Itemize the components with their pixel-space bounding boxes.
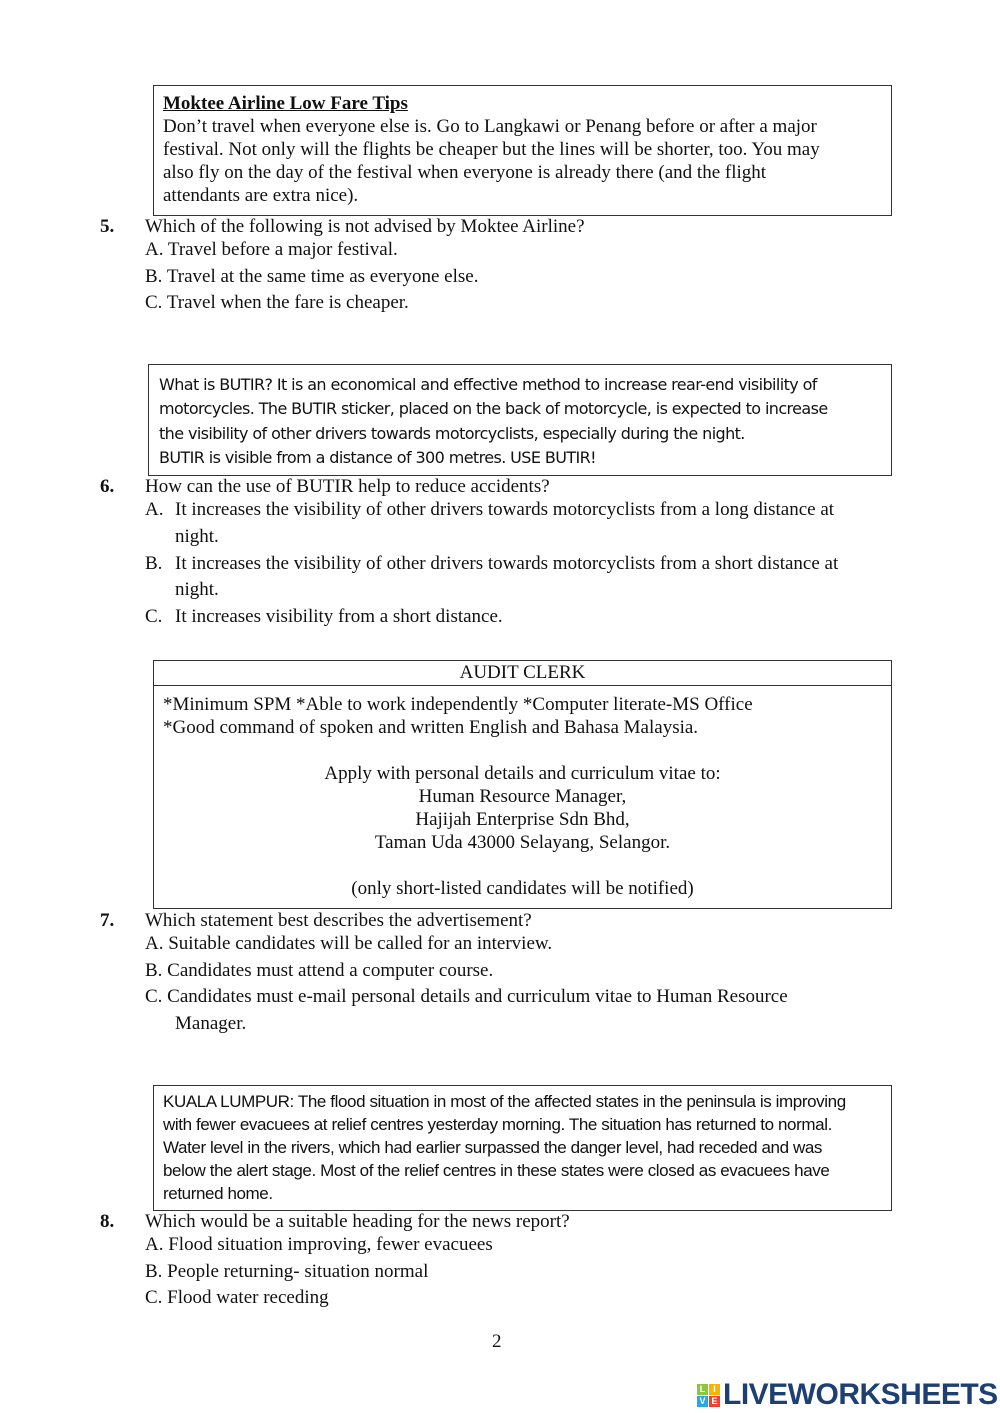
- question-number: 6.: [100, 476, 115, 497]
- answer-option[interactable]: A. Flood situation improving, fewer evacuees: [145, 1234, 493, 1255]
- ad-center-line: Human Resource Manager,: [418, 786, 627, 807]
- logo-text: LIVEWORKSHEETS: [723, 1378, 998, 1411]
- ad-line: *Minimum SPM *Able to work independently *Computer literate-MS Office: [163, 694, 753, 715]
- ad-center-line: Taman Uda 43000 Selayang, Selangor.: [374, 832, 671, 853]
- answer-option[interactable]: It increases the visibility of other drivers towards motorcyclists from a short distance at: [175, 553, 839, 574]
- question-text: Which of the following is not advised by Moktee Airline?: [145, 216, 585, 237]
- page-number: 2: [492, 1331, 502, 1352]
- passage-line: BUTIR is visible from a distance of 300 metres. USE BUTIR!: [159, 448, 596, 467]
- ad-center-line: Hajijah Enterprise Sdn Bhd,: [415, 809, 630, 830]
- passage-line: motorcycles. The BUTIR sticker, placed on the back of motorcycle, is expected to increase: [159, 399, 828, 418]
- answer-option[interactable]: C. Travel when the fare is cheaper.: [145, 292, 409, 313]
- passage-audit-clerk-ad: [153, 660, 892, 909]
- question-number: 8.: [100, 1211, 115, 1232]
- answer-option[interactable]: A. Suitable candidates will be called for an interview.: [145, 933, 553, 954]
- answer-option-letter[interactable]: A.: [145, 499, 164, 520]
- question-text: How can the use of BUTIR help to reduce accidents?: [145, 476, 550, 497]
- ad-center-line: Apply with personal details and curriculum vitae to:: [324, 763, 721, 784]
- question-number: 7.: [100, 910, 115, 931]
- passage-line: What is BUTIR? It is an economical and effective method to increase rear-end visibility of: [159, 375, 817, 394]
- answer-option[interactable]: C. Flood water receding: [145, 1287, 329, 1308]
- passage-line: with fewer evacuees at relief centres yesterday morning. The situation has returned to normal.: [163, 1115, 832, 1134]
- answer-option[interactable]: night.: [175, 526, 219, 547]
- passage-line: festival. Not only will the flights be cheaper but the lines will be shorter, too. You may: [163, 139, 820, 160]
- ad-line: *Good command of spoken and written English and Bahasa Malaysia.: [163, 717, 699, 738]
- ad-note: (only short-listed candidates will be notified): [351, 878, 694, 899]
- liveworksheets-logo: [697, 1378, 998, 1412]
- passage-line: also fly on the day of the festival when everyone is already there (and the flight: [163, 162, 767, 183]
- logo-icon: L I V E: [697, 1384, 720, 1407]
- question-number: 5.: [100, 216, 115, 237]
- answer-option[interactable]: It increases the visibility of other drivers towards motorcyclists from a long distance at: [175, 499, 835, 520]
- passage-title: Moktee Airline Low Fare Tips: [163, 93, 408, 114]
- passage-line: Don’t travel when everyone else is. Go to Langkawi or Penang before or after a major: [163, 116, 817, 137]
- question-text: Which would be a suitable heading for the news report?: [145, 1211, 570, 1232]
- answer-option[interactable]: B. People returning- situation normal: [145, 1261, 429, 1282]
- answer-option-letter[interactable]: B.: [145, 553, 163, 574]
- ad-header: AUDIT CLERK: [459, 662, 586, 683]
- question-text: Which statement best describes the advertisement?: [145, 910, 532, 931]
- answer-option[interactable]: It increases visibility from a short distance.: [175, 606, 503, 627]
- passage-line: Water level in the rivers, which had earlier surpassed the danger level, had receded and was: [163, 1138, 823, 1157]
- passage-line: the visibility of other drivers towards motorcyclists, especially during the night.: [159, 424, 745, 443]
- answer-option[interactable]: C. Candidates must e-mail personal details and curriculum vitae to Human Resource: [145, 986, 788, 1007]
- passage-line: returned home.: [163, 1184, 273, 1203]
- answer-option[interactable]: A. Travel before a major festival.: [145, 239, 398, 260]
- answer-option[interactable]: Manager.: [175, 1013, 247, 1034]
- answer-option[interactable]: night.: [175, 579, 219, 600]
- answer-option[interactable]: B. Candidates must attend a computer course.: [145, 960, 494, 981]
- passage-line: attendants are extra nice).: [163, 185, 359, 206]
- passage-line: KUALA LUMPUR: The flood situation in most of the affected states in the peninsula is improving: [163, 1092, 846, 1111]
- answer-option[interactable]: B. Travel at the same time as everyone else.: [145, 266, 479, 287]
- answer-option-letter[interactable]: C.: [145, 606, 163, 627]
- passage-line: below the alert stage. Most of the relief centres in these states were closed as evacuees have: [163, 1161, 830, 1180]
